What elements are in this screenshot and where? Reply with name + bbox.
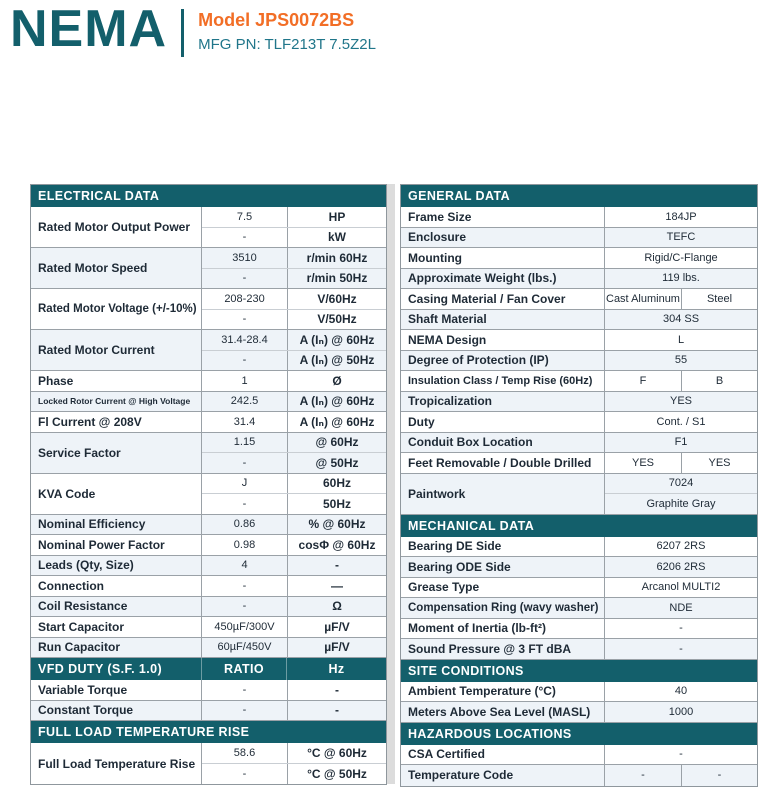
spec-label: Coil Resistance: [38, 599, 128, 614]
spec-label: Meters Above Sea Level (MASL): [408, 704, 591, 719]
spec-unit: -: [287, 680, 386, 700]
spec-values: [201, 535, 386, 555]
section-header-column: Hz: [286, 658, 386, 680]
spec-label: Mounting: [408, 250, 462, 265]
spec-value: -: [679, 642, 683, 655]
spec-values: [604, 371, 757, 391]
spec-value: -: [242, 354, 247, 367]
spec-subrow: [605, 493, 757, 514]
spec-subrow: [605, 412, 757, 432]
spec-label: Constant Torque: [38, 703, 134, 718]
spec-unit: °C @ 50Hz: [287, 764, 386, 784]
spec-unit: -: [287, 556, 386, 576]
spec-value: 1: [241, 374, 248, 387]
spec-row: [31, 330, 386, 371]
spec-label: Bearing DE Side: [408, 539, 502, 554]
spec-value: 1.15: [233, 436, 256, 449]
spec-subrow: [605, 433, 757, 453]
spec-unit: A (Iₙ) @ 60Hz: [287, 412, 386, 432]
spec-value: -: [242, 579, 247, 592]
spec-values: [604, 310, 757, 330]
spec-value: 55: [674, 354, 688, 367]
spec-value: Graphite Gray: [646, 497, 716, 510]
spec-subrow: [605, 269, 757, 289]
spec-unit: -: [287, 701, 386, 721]
spec-subrow: [605, 745, 757, 765]
spec-values: [604, 702, 757, 722]
spec-value: -: [679, 622, 683, 635]
spec-unit: @ 50Hz: [287, 453, 386, 473]
spec-values: [201, 371, 386, 391]
spec-subrow: [202, 330, 386, 350]
spec-values: [604, 745, 757, 765]
spec-subrow: [202, 556, 386, 576]
spec-row: [31, 474, 386, 515]
spec-label: Rated Motor Speed: [38, 261, 148, 275]
section-header-label: SITE CONDITIONS: [408, 663, 524, 678]
nema-logo: NEMA: [10, 0, 168, 58]
spec-subrow: [202, 433, 386, 453]
spec-value: 31.4: [233, 415, 256, 428]
spec-subrow: [202, 743, 386, 763]
spec-subrow: [202, 763, 386, 784]
section-header: [31, 185, 386, 207]
table-gutter: [386, 184, 395, 784]
spec-values: [201, 474, 386, 514]
spec-row: [31, 535, 386, 556]
spec-subrow: [202, 392, 386, 412]
spec-unit: —: [287, 576, 386, 596]
spec-label: Sound Pressure @ 3 FT dBA: [408, 641, 572, 656]
spec-value: YES: [681, 453, 757, 473]
spec-subrow: [605, 557, 757, 577]
spec-subrow: [605, 682, 757, 702]
spec-unit: kW: [287, 228, 386, 248]
spec-value: Cast Aluminum: [606, 292, 680, 305]
spec-subrow: [202, 452, 386, 473]
spec-label: Start Capacitor: [38, 619, 125, 634]
spec-subrow: [605, 619, 757, 639]
spec-label: Ambient Temperature (°C): [408, 684, 556, 699]
spec-value: 184JP: [665, 210, 697, 223]
spec-values: [201, 576, 386, 596]
spec-values: [604, 619, 757, 639]
spec-row: [401, 412, 757, 433]
spec-row: [31, 556, 386, 577]
spec-value: YES: [631, 456, 654, 469]
spec-row: [31, 638, 386, 659]
spec-row: [401, 351, 757, 372]
spec-subrow: [605, 289, 757, 309]
spec-value: 6206 2RS: [656, 560, 706, 573]
spec-values: [604, 289, 757, 309]
spec-value: -: [242, 456, 247, 469]
spec-unit: r/min 60Hz: [287, 248, 386, 268]
spec-values: [604, 330, 757, 350]
spec-row: [401, 557, 757, 578]
spec-subrow: [202, 350, 386, 371]
spec-row: [401, 269, 757, 290]
spec-row: [31, 597, 386, 618]
spec-unit: V/50Hz: [287, 310, 386, 330]
spec-label: Variable Torque: [38, 682, 128, 697]
spec-values: [604, 207, 757, 227]
spec-value: -: [242, 313, 247, 326]
spec-label: Fl Current @ 208V: [38, 414, 142, 429]
spec-subrow: [202, 227, 386, 248]
spec-unit: A (Iₙ) @ 50Hz: [287, 351, 386, 371]
spec-values: [201, 597, 386, 617]
spec-subrow: [605, 765, 757, 786]
spec-values: [201, 701, 386, 721]
spec-values: [604, 557, 757, 577]
spec-row: [31, 207, 386, 248]
spec-label: Enclosure: [408, 230, 467, 245]
spec-unit: µF/V: [287, 638, 386, 658]
spec-label: Insulation Class / Temp Rise (60Hz): [408, 374, 593, 387]
spec-row: [401, 433, 757, 454]
spec-values: [604, 433, 757, 453]
spec-subrow: [605, 207, 757, 227]
spec-values: [604, 578, 757, 598]
spec-values: [201, 743, 386, 784]
spec-values: [201, 412, 386, 432]
spec-row: [401, 639, 757, 660]
spec-label: Bearing ODE Side: [408, 559, 511, 574]
spec-unit: µF/V: [287, 617, 386, 637]
spec-values: [201, 248, 386, 288]
spec-subrow: [202, 371, 386, 391]
spec-value: 31.4-28.4: [221, 333, 268, 346]
spec-row: [401, 392, 757, 413]
spec-row: [31, 433, 386, 474]
spec-row: [401, 578, 757, 599]
spec-values: [604, 248, 757, 268]
spec-row: [31, 680, 386, 701]
spec-subrow: [202, 412, 386, 432]
spec-unit: HP: [287, 207, 386, 227]
spec-row: [31, 289, 386, 330]
spec-label: Rated Motor Voltage (+/-10%): [38, 303, 197, 315]
spec-subrow: [605, 310, 757, 330]
spec-value: 119 lbs.: [662, 272, 700, 285]
spec-unit: cosΦ @ 60Hz: [287, 535, 386, 555]
spec-subrow: [202, 289, 386, 309]
spec-value: -: [681, 765, 757, 786]
spec-subrow: [605, 371, 757, 391]
electrical-data-table: [30, 184, 387, 785]
spec-row: [401, 207, 757, 228]
spec-value: -: [242, 497, 247, 510]
spec-subrow: [202, 680, 386, 700]
spec-label: Temperature Code: [408, 768, 514, 783]
brand-text: [198, 10, 376, 54]
spec-row: [401, 474, 757, 515]
spec-values: [201, 289, 386, 329]
spec-value: TEFC: [666, 231, 696, 244]
spec-value: 40: [674, 685, 688, 698]
spec-subrow: [605, 639, 757, 659]
section-header: [31, 658, 386, 680]
brand-header: [10, 0, 376, 58]
spec-values: [201, 617, 386, 637]
spec-value: B: [681, 371, 757, 391]
section-header-label: HAZARDOUS LOCATIONS: [408, 726, 572, 741]
spec-label: NEMA Design: [408, 332, 487, 347]
spec-row: [401, 453, 757, 474]
spec-label: Degree of Protection (IP): [408, 353, 549, 368]
spec-unit: °C @ 60Hz: [287, 743, 386, 763]
spec-row: [401, 330, 757, 351]
spec-subrow: [202, 493, 386, 514]
spec-label: Service Factor: [38, 445, 121, 460]
general-data-table: [400, 184, 758, 787]
spec-value: -: [242, 768, 247, 780]
spec-value: 208-230: [224, 292, 265, 305]
spec-label: Grease Type: [408, 580, 480, 595]
spec-label: Leads (Qty, Size): [38, 558, 134, 573]
spec-subrow: [202, 248, 386, 268]
section-header: [401, 185, 757, 207]
spec-label: Full Load Temperature Rise: [38, 756, 196, 771]
spec-label: Frame Size: [408, 209, 472, 224]
spec-value: -: [242, 272, 247, 285]
section-header-label: ELECTRICAL DATA: [38, 189, 160, 203]
section-header-label: FULL LOAD TEMPERATURE RISE: [38, 725, 250, 739]
spec-row: [31, 576, 386, 597]
spec-label: Rated Motor Output Power: [38, 220, 190, 234]
spec-unit: 50Hz: [287, 494, 386, 514]
spec-label: Conduit Box Location: [408, 435, 533, 450]
spec-values: [201, 392, 386, 412]
spec-value: 0.86: [233, 518, 256, 531]
spec-row: [401, 310, 757, 331]
spec-row: [401, 248, 757, 269]
spec-row: [401, 289, 757, 310]
spec-values: [201, 330, 386, 370]
spec-value: 242.5: [230, 395, 259, 408]
spec-values: [604, 537, 757, 557]
spec-value: 0.98: [233, 538, 256, 551]
spec-subrow: [605, 351, 757, 371]
spec-subrow: [202, 268, 386, 289]
spec-row: [31, 617, 386, 638]
spec-subrow: [202, 576, 386, 596]
spec-value: 6207 2RS: [656, 540, 706, 553]
spec-unit: % @ 60Hz: [287, 515, 386, 535]
spec-values: [604, 392, 757, 412]
spec-values: [201, 680, 386, 700]
spec-subrow: [202, 207, 386, 227]
spec-values: [604, 474, 757, 514]
spec-subrow: [605, 702, 757, 722]
spec-row: [401, 702, 757, 723]
spec-label: Compensation Ring (wavy washer): [408, 601, 599, 614]
spec-subrow: [202, 617, 386, 637]
spec-values: [604, 228, 757, 248]
spec-label: Connection: [38, 578, 104, 593]
spec-value: 7.5: [236, 210, 253, 223]
spec-values: [201, 207, 386, 247]
spec-value: Arcanol MULTI2: [641, 581, 721, 594]
spec-unit: V/60Hz: [287, 289, 386, 309]
spec-subrow: [202, 638, 386, 658]
model-number: Model JPS0072BS: [198, 10, 355, 30]
spec-row: [31, 412, 386, 433]
spec-subrow: [202, 474, 386, 494]
spec-subrow: [202, 309, 386, 330]
spec-label: Tropicalization: [408, 394, 493, 409]
spec-value: J: [241, 477, 248, 490]
spec-subrow: [202, 515, 386, 535]
spec-label: Feet Removable / Double Drilled: [408, 455, 592, 470]
spec-row: [31, 701, 386, 722]
spec-value: 7024: [668, 477, 694, 490]
spec-row: [401, 537, 757, 558]
spec-values: [604, 453, 757, 473]
spec-values: [604, 412, 757, 432]
spec-value: 4: [241, 559, 248, 572]
spec-unit: A (Iₙ) @ 60Hz: [287, 330, 386, 350]
spec-label: CSA Certified: [408, 747, 485, 762]
spec-value: 450µF/300V: [214, 620, 275, 633]
spec-unit: @ 60Hz: [287, 433, 386, 453]
section-header-column: RATIO: [201, 658, 286, 680]
spec-value: YES: [669, 395, 692, 408]
spec-subrow: [202, 535, 386, 555]
spec-label: Nominal Power Factor: [38, 537, 165, 552]
spec-subrow: [605, 578, 757, 598]
spec-value: Steel: [681, 289, 757, 309]
mfg-part-number: MFG PN: TLF213T 7.5Z2L: [198, 35, 376, 53]
spec-label: Rated Motor Current: [38, 343, 155, 357]
spec-row: [31, 371, 386, 392]
spec-value: NDE: [669, 601, 693, 614]
spec-value: -: [242, 600, 247, 613]
spec-value: -: [242, 704, 247, 717]
spec-values: [604, 598, 757, 618]
spec-unit: Ø: [287, 371, 386, 391]
spec-values: [604, 682, 757, 702]
spec-subrow: [605, 248, 757, 268]
spec-row: [401, 598, 757, 619]
spec-unit: Ω: [287, 597, 386, 617]
spec-values: [604, 765, 757, 786]
spec-subrow: [605, 537, 757, 557]
section-header-label: VFD DUTY (S.F. 1.0): [38, 662, 163, 676]
spec-value: 1000: [668, 705, 694, 718]
spec-label: Moment of Inertia (lb-ft²): [408, 621, 546, 636]
spec-row: [31, 515, 386, 536]
section-header: [401, 660, 757, 682]
spec-value: -: [679, 748, 683, 761]
spec-label: Duty: [408, 414, 435, 429]
spec-label: Run Capacitor: [38, 640, 121, 655]
spec-values: [201, 638, 386, 658]
section-header-label: MECHANICAL DATA: [408, 518, 535, 533]
spec-values: [201, 556, 386, 576]
spec-subrow: [202, 701, 386, 721]
spec-subrow: [605, 474, 757, 494]
spec-unit: 60Hz: [287, 474, 386, 494]
spec-row: [31, 392, 386, 413]
spec-values: [604, 269, 757, 289]
spec-label: Casing Material / Fan Cover: [408, 291, 566, 306]
section-header: [401, 515, 757, 537]
spec-subrow: [202, 597, 386, 617]
spec-value: -: [242, 683, 247, 696]
spec-value: F: [639, 374, 647, 387]
section-header: [401, 723, 757, 745]
spec-label: Paintwork: [408, 486, 466, 501]
spec-label: Nominal Efficiency: [38, 517, 146, 532]
spec-unit: r/min 50Hz: [287, 269, 386, 289]
spec-row: [31, 743, 386, 784]
spec-row: [401, 765, 757, 786]
spec-value: 60µF/450V: [217, 641, 272, 654]
section-header-label: GENERAL DATA: [408, 189, 511, 203]
spec-subrow: [605, 598, 757, 618]
spec-value: 3510: [232, 251, 257, 264]
spec-unit: A (Iₙ) @ 60Hz: [287, 392, 386, 412]
spec-value: L: [677, 333, 685, 346]
spec-subrow: [605, 392, 757, 412]
spec-value: 304 SS: [662, 313, 700, 326]
spec-row: [401, 371, 757, 392]
spec-values: [201, 433, 386, 473]
spec-label: Approximate Weight (lbs.): [408, 271, 557, 286]
spec-subrow: [605, 228, 757, 248]
spec-label: KVA Code: [38, 486, 96, 501]
spec-value: F1: [674, 436, 688, 449]
spec-row: [401, 619, 757, 640]
spec-values: [604, 639, 757, 659]
spec-value: -: [641, 769, 645, 782]
spec-label: Phase: [38, 373, 74, 388]
section-header: [31, 721, 386, 743]
spec-value: Rigid/C-Flange: [644, 251, 718, 264]
spec-value: Cont. / S1: [656, 415, 706, 428]
spec-label: Shaft Material: [408, 312, 487, 327]
spec-subrow: [605, 453, 757, 473]
spec-values: [604, 351, 757, 371]
spec-row: [31, 248, 386, 289]
spec-values: [201, 515, 386, 535]
spec-row: [401, 745, 757, 766]
spec-value: -: [242, 231, 247, 244]
spec-value: 58.6: [233, 747, 256, 759]
spec-label: Locked Rotor Current @ High Voltage: [38, 396, 191, 407]
spec-subrow: [605, 330, 757, 350]
spec-row: [401, 682, 757, 703]
brand-divider: [181, 9, 184, 57]
spec-row: [401, 228, 757, 249]
